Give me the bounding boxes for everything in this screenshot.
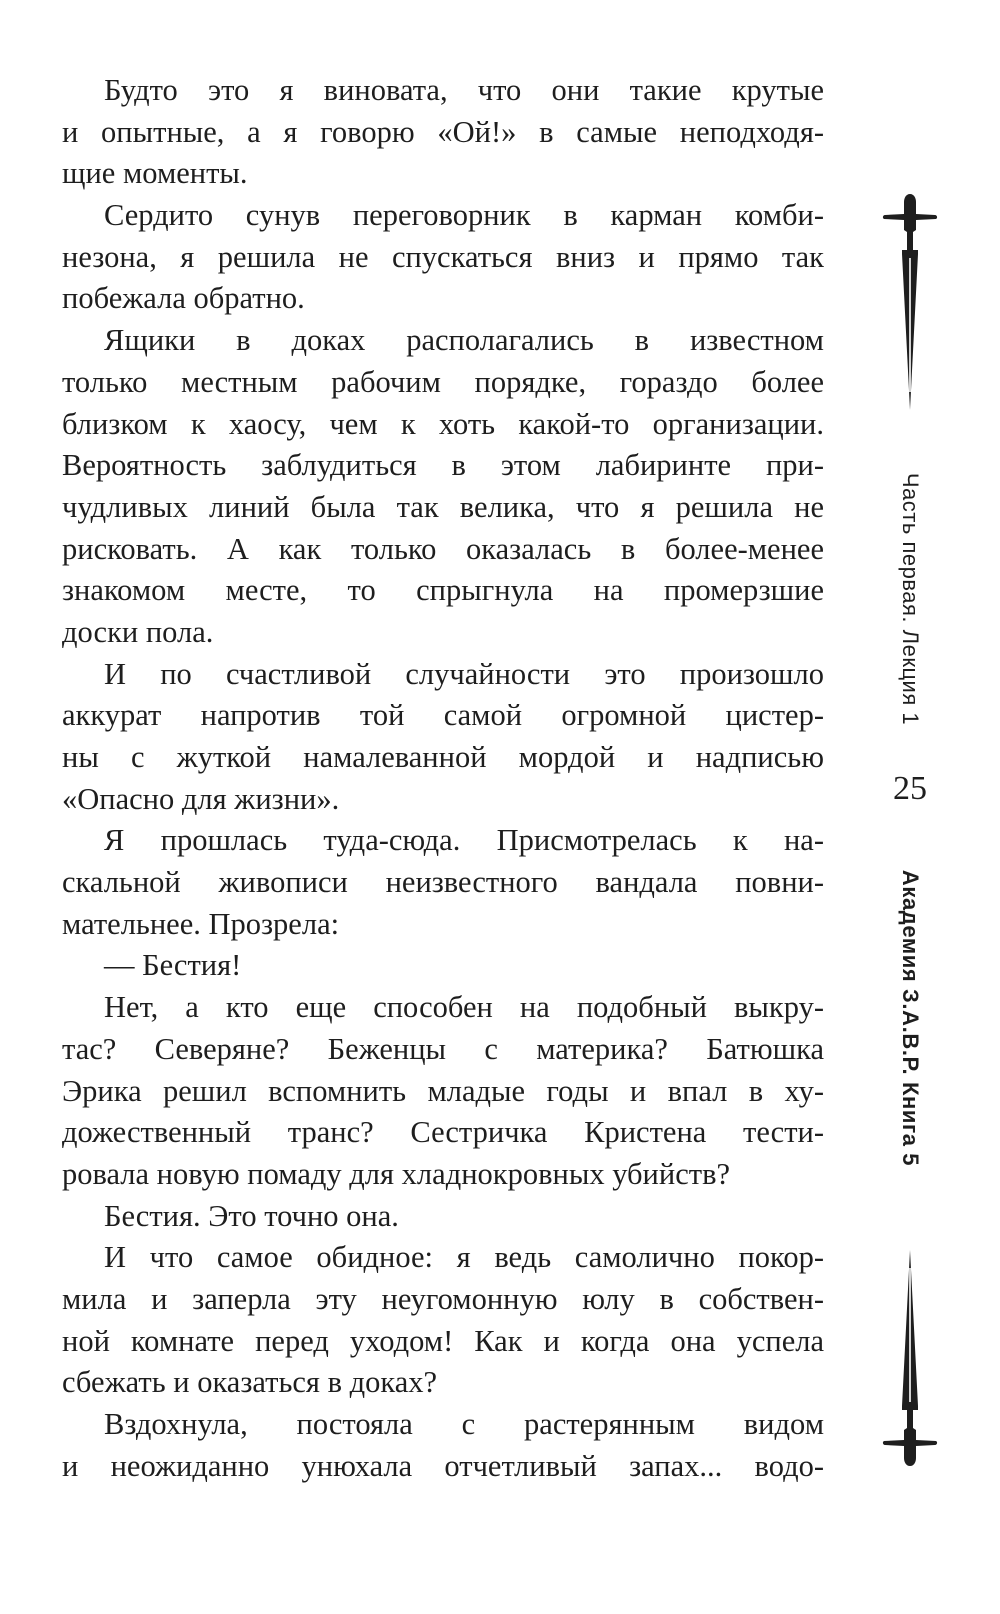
text-line: аккурат напротив той самой огромной цистер- xyxy=(62,698,824,733)
text-line: Эрика решил вспомнить младые годы и впал в ху- xyxy=(62,1073,824,1108)
text-line: ровала новую помаду для хладнокровных убийств? xyxy=(62,1156,731,1191)
text-line: Сердито сунув переговорник в карман комби- xyxy=(104,198,824,233)
page-sidebar xyxy=(872,0,948,1614)
text-line: побежала обратно. xyxy=(62,281,305,316)
text-line: и неожиданно унюхала отчетливый запах... водо- xyxy=(62,1448,824,1483)
text-line: И по счастливой случайности это произошло xyxy=(104,656,824,691)
dagger-icon xyxy=(880,192,940,412)
text-line: Бестия. Это точно она. xyxy=(104,1198,399,1233)
text-line: Вероятность заблудиться в этом лабиринте при- xyxy=(62,448,824,483)
text-line: доски пола. xyxy=(62,614,214,649)
text-line: Ящики в доках располагались в известном xyxy=(104,323,824,358)
text-line: И что самое обидное: я ведь самолично покор- xyxy=(104,1240,824,1275)
text-line: — Бестия! xyxy=(104,948,242,983)
text-line: тас? Северяне? Беженцы с материка? Батюшка xyxy=(62,1031,824,1066)
part-title: Часть первая. Лекция 1 xyxy=(898,472,923,726)
text-line: только местным рабочим порядке, гораздо более xyxy=(62,364,824,399)
text-line: Я прошлась туда-сюда. Присмотрелась к на- xyxy=(104,823,824,858)
text-line: ны с жуткой намалеванной мордой и надписью xyxy=(62,740,824,774)
page-body xyxy=(62,70,824,1487)
text-line: чудливых линий была так велика, что я решила не xyxy=(62,489,824,524)
text-line: ной комнате перед уходом! Как и когда она успела xyxy=(62,1323,824,1358)
page-number: 25 xyxy=(893,770,927,807)
text-line: сбежать и оказаться в доках? xyxy=(62,1365,438,1400)
text-line: щие моменты. xyxy=(62,156,248,191)
text-line: близком к хаосу, чем к хоть какой-то организации. xyxy=(62,406,824,441)
text-line: и опытные, а я говорю «Ой!» в самые неподходя- xyxy=(62,114,824,149)
text-line: Будто это я виновата, что они такие крутые xyxy=(104,73,824,107)
text-line: мательнее. Прозрела: xyxy=(62,906,340,941)
text-line: рисковать. А как только оказалась в более-менее xyxy=(62,531,824,566)
text-line: знакомом месте, то спрыгнула на промерзшие xyxy=(62,573,824,608)
book-title: Академия З.А.В.Р. Книга 5 xyxy=(898,869,923,1167)
text-line: «Опасно для жизни». xyxy=(62,781,340,816)
dagger-icon xyxy=(880,1248,940,1468)
text-line: скальной живописи неизвестного вандала повни- xyxy=(62,865,824,900)
text-line: мила и заперла эту неугомонную юлу в собствен- xyxy=(62,1281,824,1316)
text-line: Вздохнула, постояла с растерянным видом xyxy=(104,1407,824,1441)
text-line: дожественный транс? Сестричка Кристена тести- xyxy=(62,1115,824,1150)
text-line: незона, я решила не спускаться вниз и прямо так xyxy=(62,239,824,274)
text-line: Нет, а кто еще способен на подобный выкру- xyxy=(104,990,824,1025)
